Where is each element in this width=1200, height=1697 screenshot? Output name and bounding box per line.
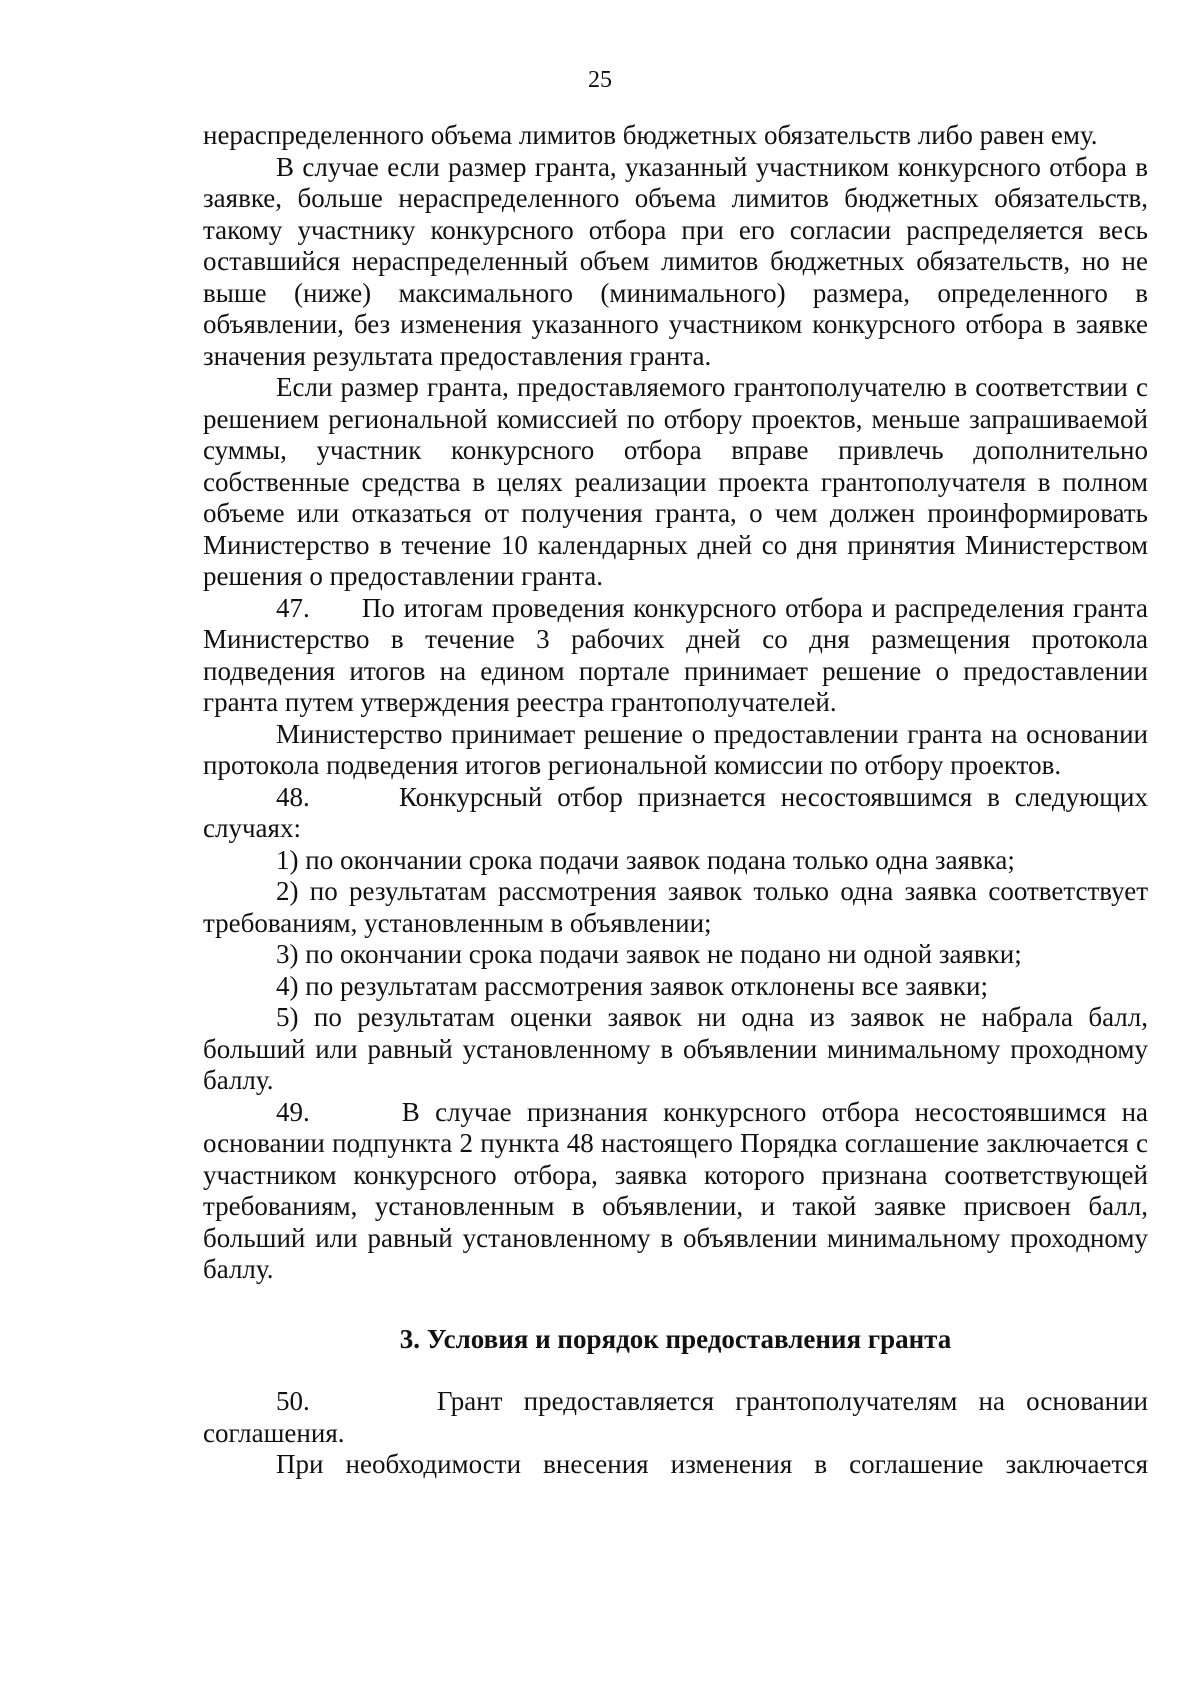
page-number: 25 [588,67,612,93]
paragraph: При необходимости внесения изменения в соглашение заключается [276,1449,1148,1479]
paragraph-item-49: 49. В случае признания конкурсного отбора несостоявшимся на основании подпункта 2 пункта 48 настоящего Порядка соглашение заключается с участником конкурсного отбора, заявка которого признана соответствующей требованиям, установленным в объявлении, и такой заявке присвоен балл, больший или равный установленному в объявлении минимальному проходному баллу. [203,1096,1148,1284]
list-item: 5) по результатам оценки заявок ни одна из заявок не набрала балл, больший или равный установленному в объявлении минимальному проходному баллу. [203,1002,1148,1095]
paragraph-item-47: 47. По итогам проведения конкурсного отбора и распределения гранта Министерство в течение 3 рабочих дней со дня размещения протокола подведения итогов на едином портале принимает решение о предоставлении гранта путем утверждения реестра грантополучателей. [203,592,1148,717]
paragraph: В случае если размер гранта, указанный участником конкурсного отбора в заявке, больше нераспределенного объема лимитов бюджетных обязательств, такому участнику конкурсного отбора при его согласии распределяется весь оставшийся нераспределенный объем лимитов бюджетных обязательств, но не выше (ниже) максимального (минимального) размера, определенного в объявлении, без изменения указанного участником конкурсного отбора в заявке значения результата предоставления гранта. [203,151,1148,371]
document-body [203,120,1148,1481]
paragraph-item-50: 50. Грант предоставляется грантополучателям на основании соглашения. [203,1386,1148,1448]
paragraph: нераспределенного объема лимитов бюджетных обязательств либо равен ему. [203,120,1098,150]
paragraph: Если размер гранта, предоставляемого грантополучателю в соответствии с решением региональной комиссией по отбору проектов, меньше запрашиваемой суммы, участник конкурсного отбора вправе привлечь дополнительно собственные средства в целях реализации проекта грантополучателя в полном объеме или отказаться от получения гранта, о чем должен проинформировать Министерство в течение 10 календарных дней со дня принятия Министерством решения о предоставлении гранта. [203,372,1148,591]
paragraph-item-48: 48. Конкурсный отбор признается несостоявшимся в следующих случаях: [203,781,1148,843]
list-item: 4) по результатам рассмотрения заявок отклонены все заявки; [276,970,988,1001]
list-item: 3) по окончании срока подачи заявок не подано ни одной заявки; [276,939,1022,969]
list-item: 1) по окончании срока подачи заявок подана только одна заявка; [276,844,1015,875]
list-item: 2) по результатам рассмотрения заявок только одна заявка соответствует требованиям, установленным в объявлении; [203,876,1148,938]
paragraph: Министерство принимает решение о предоставлении гранта на основании протокола подведения итогов региональной комиссии по отбору проектов. [203,718,1148,780]
section-heading: 3. Условия и порядок предоставления гранта [399,1323,952,1354]
